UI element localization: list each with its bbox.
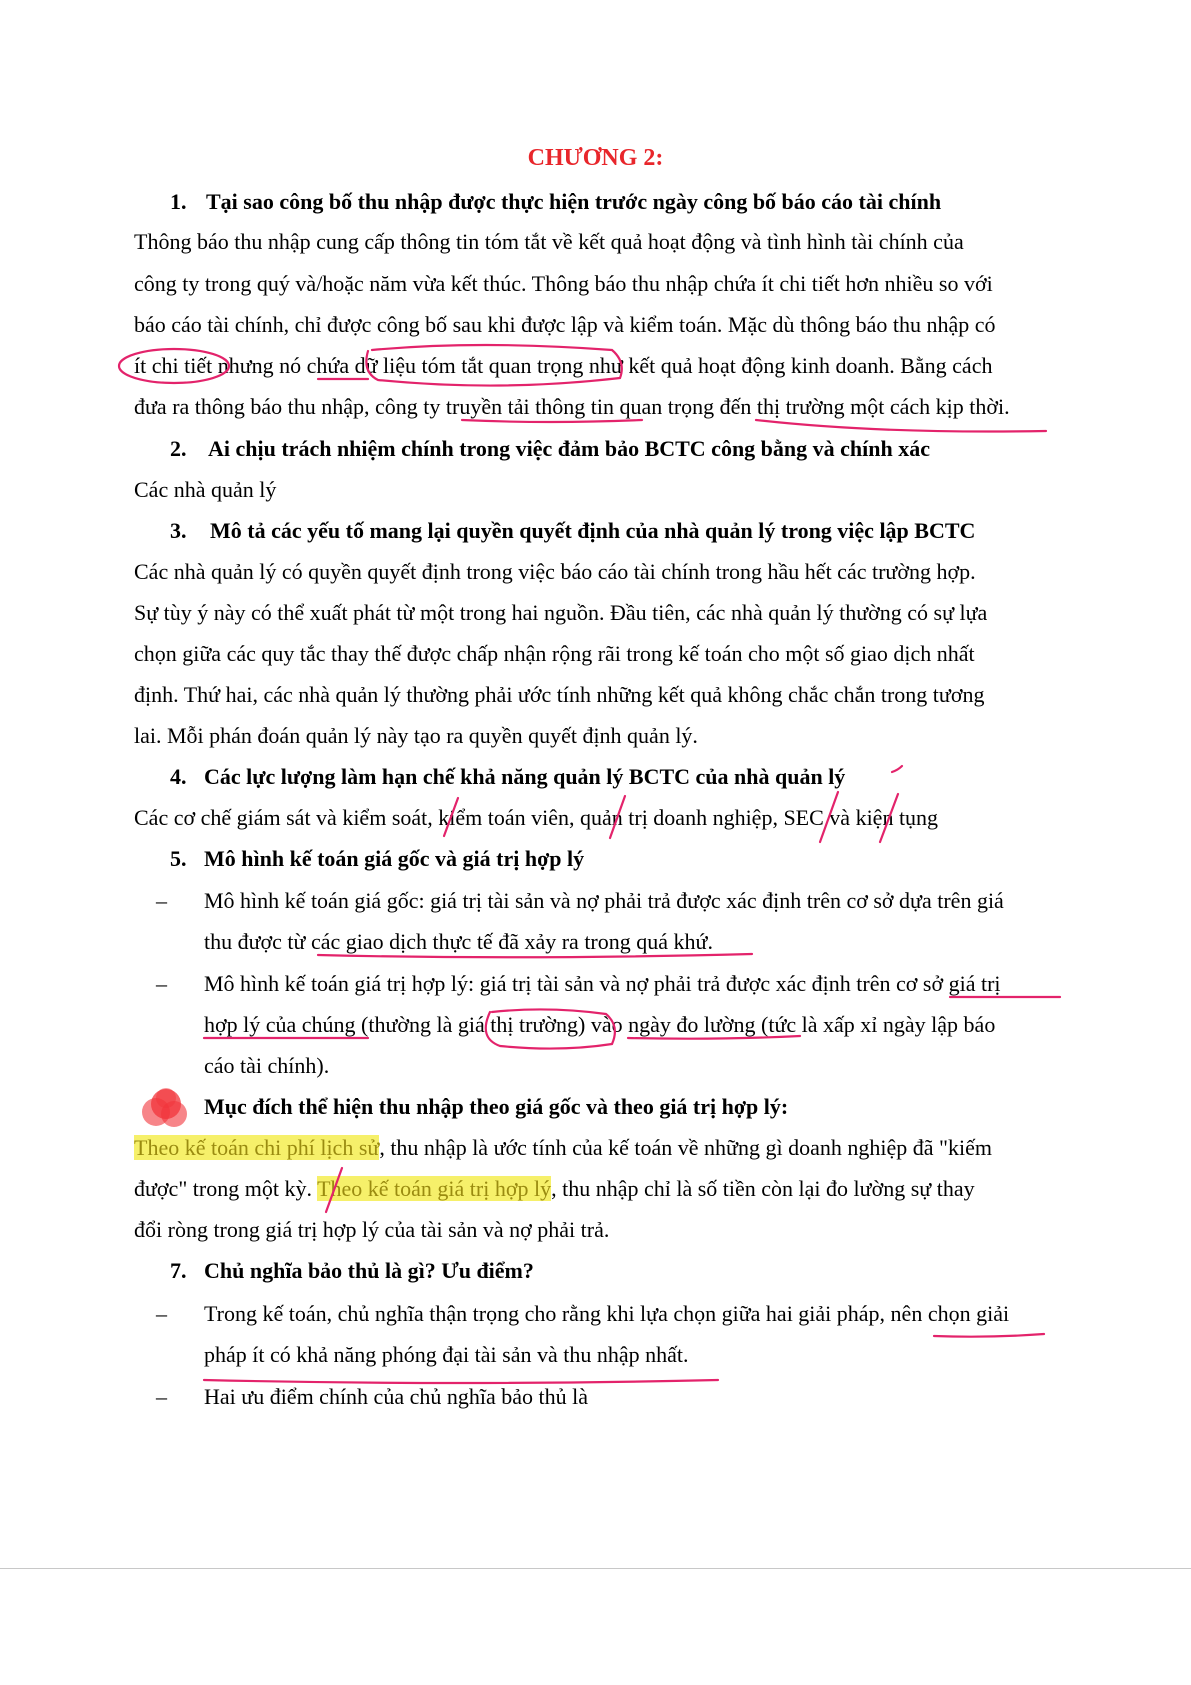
section-1-heading: Tại sao công bố thu nhập được thực hiện trước ngày công bố báo cáo tài chính — [206, 189, 942, 214]
circle-mark — [486, 1009, 615, 1048]
section-5-bullet-2-line-1: Mô hình kế toán giá trị hợp lý: giá trị tài sản và nợ phải trả được xác định trên cơ sở giá trị — [204, 971, 1001, 996]
underline-mark — [462, 420, 642, 422]
slash-mark — [444, 798, 458, 836]
red-blob-mark — [142, 1088, 187, 1127]
slash-mark — [820, 792, 838, 842]
underline-mark — [318, 954, 752, 957]
section-2-line-1: Các nhà quản lý — [134, 477, 277, 502]
circle-mark — [119, 349, 229, 383]
section-5-number: 5. — [170, 846, 187, 871]
section-5-bullet-2-line-3: cáo tài chính). — [204, 1053, 330, 1078]
section-3-line-4: định. Thứ hai, các nhà quản lý thường phải ước tính những kết quả không chắc chắn trong tương — [134, 682, 985, 707]
slash-mark — [326, 1168, 342, 1212]
underline-mark — [934, 1334, 1044, 1337]
section-1-line-5: đưa ra thông báo thu nhập, công ty truyền tải thông tin quan trọng đến thị trường một cách kịp thời. — [134, 394, 1010, 419]
section-3-number: 3. — [170, 518, 187, 543]
section-6-line-2-rest: , thu nhập chỉ là số tiền còn lại đo lường sự thay — [551, 1176, 975, 1201]
page-divider — [0, 1568, 1191, 1569]
highlight-fair-value: Theo kế toán giá trị hợp lý — [317, 1176, 552, 1201]
section-7-heading: Chủ nghĩa bảo thủ là gì? Ưu điểm? — [204, 1258, 534, 1283]
underline-mark — [628, 1036, 800, 1039]
section-3-line-5: lai. Mỗi phán đoán quản lý này tạo ra quyền quyết định quản lý. — [134, 723, 698, 748]
section-1-line-4: ít chi tiết nhưng nó chứa dữ liệu tóm tắt quan trọng như kết quả hoạt động kinh doanh. Bằng cách — [134, 353, 993, 378]
section-4-line-1: Các cơ chế giám sát và kiểm soát, kiểm toán viên, quản trị doanh nghiệp, SEC và kiện tụng — [134, 805, 939, 830]
section-2-number: 2. — [170, 436, 187, 461]
section-7-bullet-2-line-1: Hai ưu điểm chính của chủ nghĩa bảo thủ là — [204, 1384, 588, 1409]
section-3-line-1: Các nhà quản lý có quyền quyết định trong việc báo cáo tài chính trong hầu hết các trường hợp. — [134, 559, 976, 584]
tick-mark — [892, 766, 902, 772]
section-6-heading: Mục đích thể hiện thu nhập theo giá gốc và theo giá trị hợp lý: — [204, 1094, 789, 1119]
section-4-heading: Các lực lượng làm hạn chế khả năng quản lý BCTC của nhà quản lý — [204, 764, 846, 789]
section-5-bullet-1-line-2: thu được từ các giao dịch thực tế đã xảy ra trong quá khứ. — [204, 929, 713, 954]
section-5-heading: Mô hình kế toán giá gốc và giá trị hợp lý — [204, 846, 585, 871]
section-4-number: 4. — [170, 764, 187, 789]
section-2-heading: Ai chịu trách nhiệm chính trong việc đảm bảo BCTC công bằng và chính xác — [208, 436, 931, 461]
highlight-historical-cost: Theo kế toán chi phí lịch sử — [134, 1135, 380, 1160]
section-1-line-3: báo cáo tài chính, chỉ được công bố sau khi được lập và kiểm toán. Mặc dù thông báo thu nhập có — [134, 312, 996, 337]
chapter-title: CHƯƠNG 2: — [527, 145, 664, 171]
section-3-line-2: Sự tùy ý này có thể xuất phát từ một trong hai nguồn. Đầu tiên, các nhà quản lý thường có sự lựa — [134, 600, 988, 625]
section-1-line-2: công ty trong quý và/hoặc năm vừa kết thúc. Thông báo thu nhập chứa ít chi tiết hơn nhiều so với — [134, 271, 993, 296]
section-6-line-3: đổi ròng trong giá trị hợp lý của tài sản và nợ phải trả. — [134, 1217, 610, 1242]
bullet-dash: – — [156, 888, 167, 913]
slash-mark — [880, 794, 898, 842]
section-7-number: 7. — [170, 1258, 187, 1283]
underline-mark — [756, 420, 1046, 432]
circle-mark — [366, 345, 621, 386]
bullet-dash: – — [156, 1301, 167, 1326]
section-1-line-1: Thông báo thu nhập cung cấp thông tin tóm tắt về kết quả hoạt động và tình hình tài chính của — [134, 229, 964, 254]
section-5-bullet-2-line-2: hợp lý của chúng (thường là giá thị trường) vào ngày đo lường (tức là xấp xỉ ngày lập báo — [204, 1012, 996, 1037]
bullet-dash: – — [156, 1384, 167, 1409]
section-6-line-2-pre: được" trong một kỳ. — [134, 1176, 318, 1201]
section-7-bullet-1-line-2: pháp ít có khả năng phóng đại tài sản và thu nhập nhất. — [204, 1342, 689, 1367]
slash-mark — [610, 796, 625, 838]
section-7-bullet-1-line-1: Trong kế toán, chủ nghĩa thận trọng cho rằng khi lựa chọn giữa hai giải pháp, nên chọn giải — [204, 1301, 1010, 1326]
section-3-heading: Mô tả các yếu tố mang lại quyền quyết định của nhà quản lý trong việc lập BCTC — [210, 518, 976, 543]
bullet-dash: – — [156, 971, 167, 996]
section-3-line-3: chọn giữa các quy tắc thay thế được chấp nhận rộng rãi trong kế toán cho một số giao dịch nhất — [134, 641, 975, 666]
section-5-bullet-1-line-1: Mô hình kế toán giá gốc: giá trị tài sản và nợ phải trả được xác định trên cơ sở dựa trên giá — [204, 888, 1004, 913]
section-6-line-1-rest: , thu nhập là ước tính của kế toán về những gì doanh nghiệp đã "kiếm — [379, 1135, 992, 1160]
section-1-number: 1. — [170, 189, 187, 214]
underline-mark — [204, 1380, 718, 1383]
